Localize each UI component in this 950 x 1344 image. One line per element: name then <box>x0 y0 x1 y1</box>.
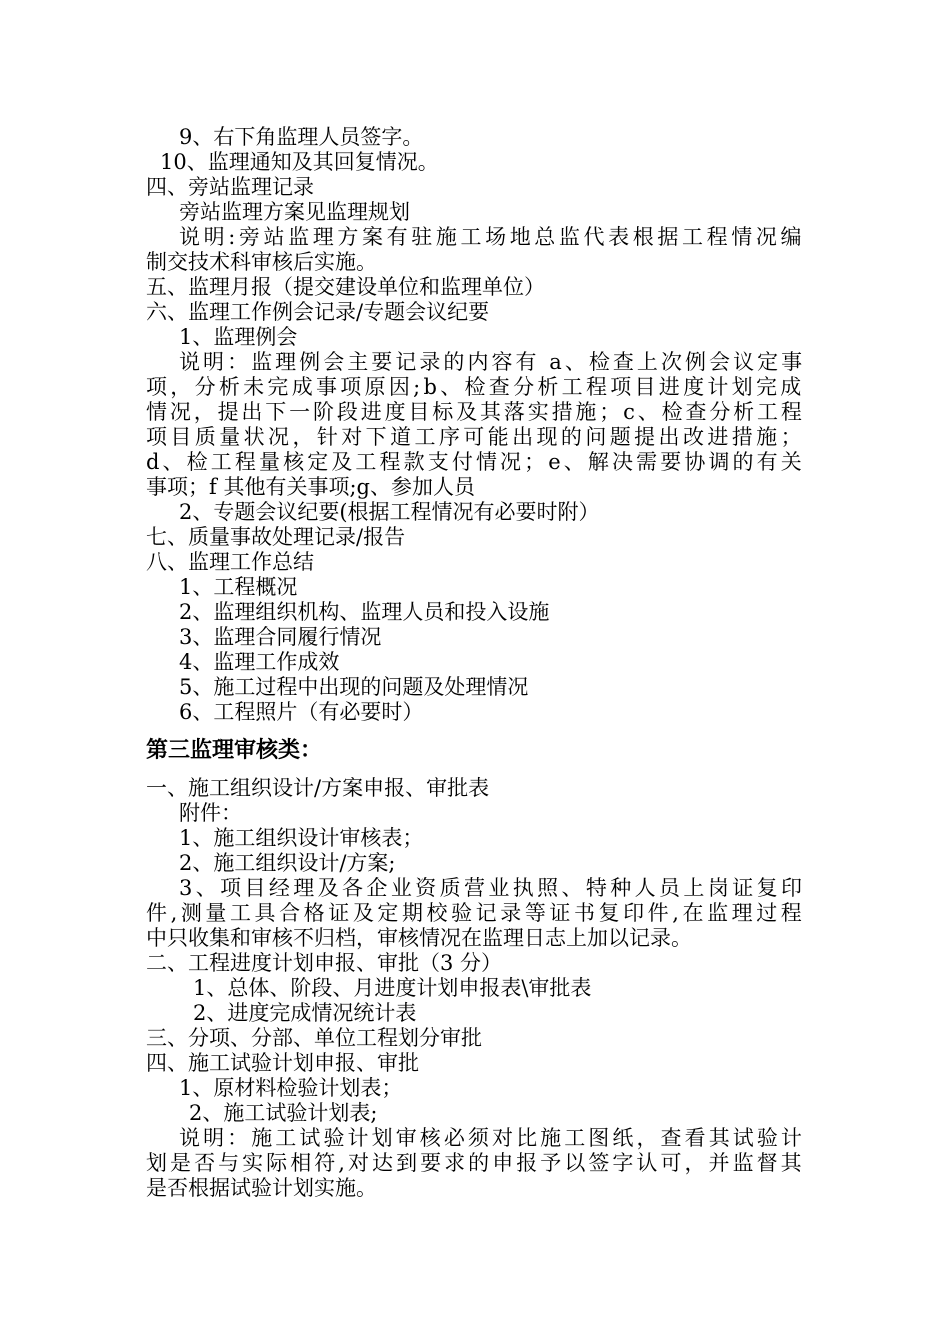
text-line: 事项；f 其他有关事项;g、参加人员 <box>146 475 475 499</box>
list-item: 5、施工过程中出现的问题及处理情况 <box>179 675 529 699</box>
text-line: 制交技术科审核后实施。 <box>146 250 377 274</box>
text-line: 中只收集和审核不归档，审核情况在监理日志上加以记录。 <box>146 926 692 950</box>
list-item: 2、监理组织机构、监理人员和投入设施 <box>179 600 550 624</box>
text-line: 9、右下角监理人员签字。 <box>179 125 424 149</box>
list-item: 1、施工组织设计审核表； <box>179 826 424 850</box>
section-heading: 四、施工试验计划申报、审批 <box>146 1051 419 1075</box>
list-item: 2、施工组织设计/方案; <box>179 851 396 875</box>
text-line: 划是否与实际相符,对达到要求的申报予以签字认可，并监督其 <box>146 1151 805 1175</box>
text-line: 是否根据试验计划实施。 <box>146 1176 377 1200</box>
section-heading: 二、工程进度计划申报、审批（3 分） <box>146 951 503 975</box>
list-item: 2、施工试验计划表; <box>189 1101 378 1125</box>
list-item: 1、原材料检验计划表； <box>179 1076 403 1100</box>
section-heading: 七、质量事故处理记录/报告 <box>146 525 406 549</box>
list-item: 1、总体、阶段、月进度计划申报表\审批表 <box>193 976 592 1000</box>
text-line: 说明:旁站监理方案有驻施工场地总监代表根据工程情况编 <box>179 225 806 249</box>
section-heading: 六、监理工作例会记录/专题会议纪要 <box>146 300 490 324</box>
section-heading: 五、监理月报（提交建设单位和监理单位） <box>146 275 545 299</box>
text-line: 说明：施工试验计划审核必须对比施工图纸，查看其试验计 <box>179 1126 805 1150</box>
text-line: 旁站监理方案见监理规划 <box>179 200 410 224</box>
text-line: 件,测量工具合格证及定期校验记录等证书复印件,在监理过程 <box>146 901 806 925</box>
list-item: 4、监理工作成效 <box>179 650 340 674</box>
chapter-heading: 第三监理审核类： <box>146 738 323 763</box>
section-heading: 三、分项、分部、单位工程划分审批 <box>146 1026 482 1050</box>
list-item: 6、工程照片（有必要时） <box>179 700 424 724</box>
text-line: d、检工程量核定及工程款支付情况；e、解决需要协调的有关 <box>146 450 805 474</box>
text-line: 说明：监理例会主要记录的内容有 a、检查上次例会议定事 <box>179 350 806 374</box>
text-line: 2、专题会议纪要(根据工程情况有必要时附） <box>179 500 600 524</box>
list-item: 1、工程概况 <box>179 575 298 599</box>
text-line: 项目质量状况，针对下道工序可能出现的问题提出改进措施； <box>146 425 805 449</box>
section-heading: 八、监理工作总结 <box>146 550 314 574</box>
list-item: 3、监理合同履行情况 <box>179 625 382 649</box>
text-line: 项，分析未完成事项原因;b、检查分析工程项目进度计划完成 <box>146 375 805 399</box>
section-heading: 四、旁站监理记录 <box>146 175 314 199</box>
text-line: 10、监理通知及其回复情况。 <box>160 150 439 174</box>
text-line: 1、监理例会 <box>179 325 298 349</box>
text-line: 附件： <box>179 801 242 825</box>
section-heading: 一、施工组织设计/方案申报、审批表 <box>146 776 490 800</box>
list-item: 2、进度完成情况统计表 <box>193 1001 417 1025</box>
list-item: 3、项目经理及各企业资质营业执照、特种人员上岗证复印 <box>179 876 806 900</box>
text-line: 情况，提出下一阶段进度目标及其落实措施；c、检查分析工程 <box>146 400 805 424</box>
